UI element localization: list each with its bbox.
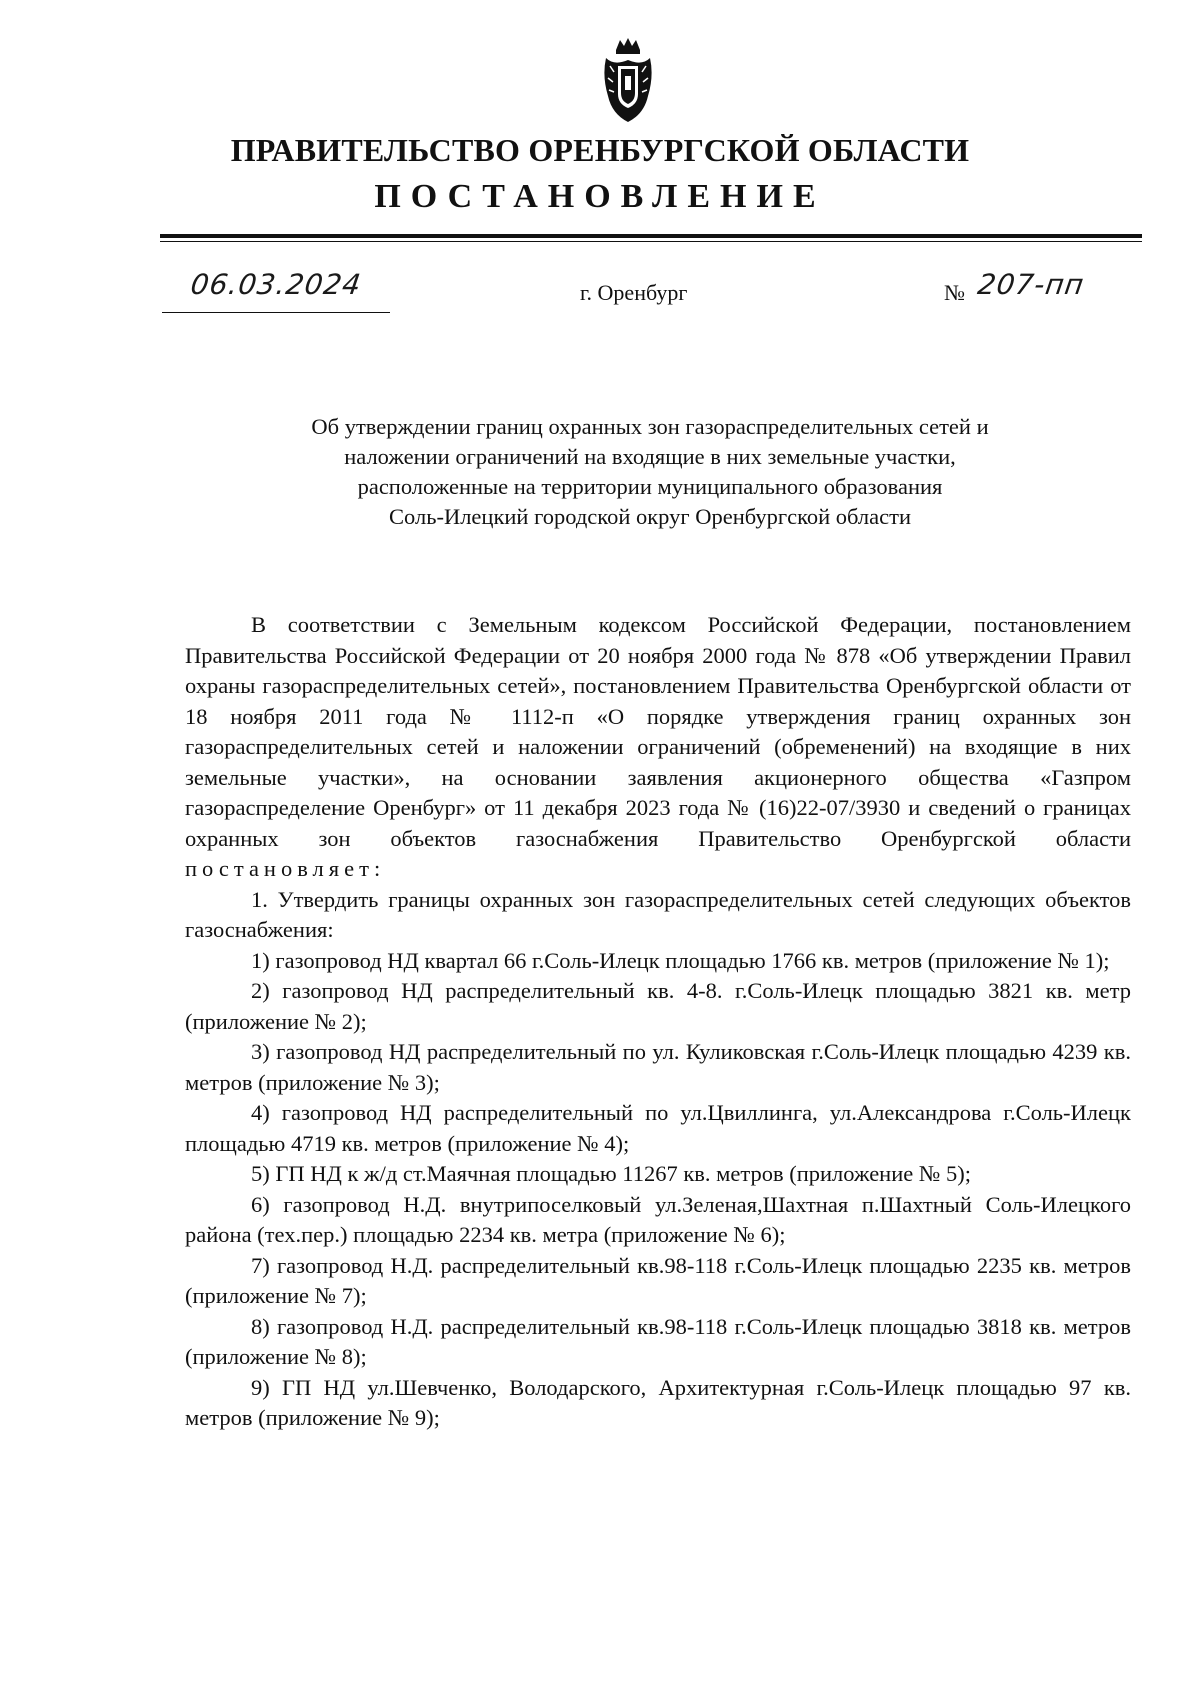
- subitem-paragraph: 4) газопровод НД распределительный по ул.Цвиллинга, ул.Александрова г.Соль-Илецк площадью 4719 кв. метров (приложение № 4);: [185, 1100, 1131, 1156]
- header-divider-thick: [160, 234, 1142, 238]
- handwritten-date: 06.03.2024: [188, 268, 364, 301]
- subject-line: расположенные на территории муниципального образования: [357, 474, 943, 499]
- item-paragraph: 1. Утвердить границы охранных зон газораспределительных сетей следующих объектов газоснабжения:: [185, 886, 1131, 942]
- handwritten-number: 207-пп: [975, 268, 1087, 301]
- subitem-paragraph: 5) ГП НД к ж/д ст.Маячная площадью 11267 кв. метров (приложение № 5);: [251, 1161, 971, 1186]
- coat-of-arms-emblem: [598, 36, 658, 126]
- subject-line: наложении ограничений на входящие в них земельные участки,: [344, 444, 956, 469]
- subitem-paragraph: 8) газопровод Н.Д. распределительный кв.98-118 г.Соль-Илецк площадью 3818 кв. метров (приложение № 8);: [185, 1313, 1131, 1369]
- number-sign: №: [944, 280, 965, 305]
- subitem-paragraph: 7) газопровод Н.Д. распределительный кв.98-118 г.Соль-Илецк площадью 2235 кв. метров (приложение № 7);: [185, 1252, 1131, 1308]
- preamble-paragraph: [185, 610, 1131, 885]
- subitem-paragraph: 3) газопровод НД распределительный по ул. Куликовская г.Соль-Илецк площадью 4239 кв. метров (приложение № 3);: [185, 1039, 1131, 1095]
- decree-word: постановляет:: [185, 856, 386, 881]
- document-number: [944, 268, 1144, 312]
- subject-line: Об утверждении границ охранных зон газораспределительных сетей и: [311, 414, 989, 439]
- document-city: г. Оренбург: [580, 280, 688, 305]
- subitem-paragraph: 1) газопровод НД квартал 66 г.Соль-Илецк площадью 1766 кв. метров (приложение № 1);: [251, 947, 1110, 973]
- subject-line: Соль-Илецкий городской округ Оренбургской области: [389, 504, 911, 529]
- header-divider-thin: [160, 241, 1142, 242]
- subitem-paragraph: 2) газопровод НД распределительный кв. 4-8. г.Соль-Илецк площадью 3821 кв. метр (приложение № 2);: [185, 978, 1131, 1034]
- document-subject: [160, 412, 1140, 532]
- preamble-text: В соответствии с Земельным кодексом Российской Федерации, постановлением Правительства Российской Федерации от 20 ноября 2000 года № 878 «Об утверждении Правил охраны газораспределительных сетей», постановлением Правительства Оренбургской области от 18 ноября 2011 года № 1112-п «О порядке утверждения границ охранных зон газораспределительных сетей и наложении ограничений (обременений) на входящие в них земельные участки», на основании заявления акционерного общества «Газпром газораспределение Оренбург» от 11 декабря 2023 года № (16)22-07/3930 и сведений о границах охранных зон объектов газоснабжения Правительство Оренбургской области: [185, 612, 1131, 851]
- document-body: [185, 610, 1131, 1434]
- subitem-paragraph: 6) газопровод Н.Д. внутрипоселковый ул.Зеленая,Шахтная п.Шахтный Соль-Илецкого района (тех.пер.) площадью 2234 кв. метра (приложение № 6);: [185, 1191, 1131, 1247]
- organization-title: ПРАВИТЕЛЬСТВО ОРЕНБУРГСКОЙ ОБЛАСТИ: [230, 132, 970, 168]
- subitem-paragraph: 9) ГП НД ул.Шевченко, Володарского, Архитектурная г.Соль-Илецк площадью 97 кв. метров (приложение № 9);: [185, 1374, 1131, 1430]
- document-date: [162, 268, 390, 313]
- document-type-title: ПОСТАНОВЛЕНИЕ: [374, 178, 826, 215]
